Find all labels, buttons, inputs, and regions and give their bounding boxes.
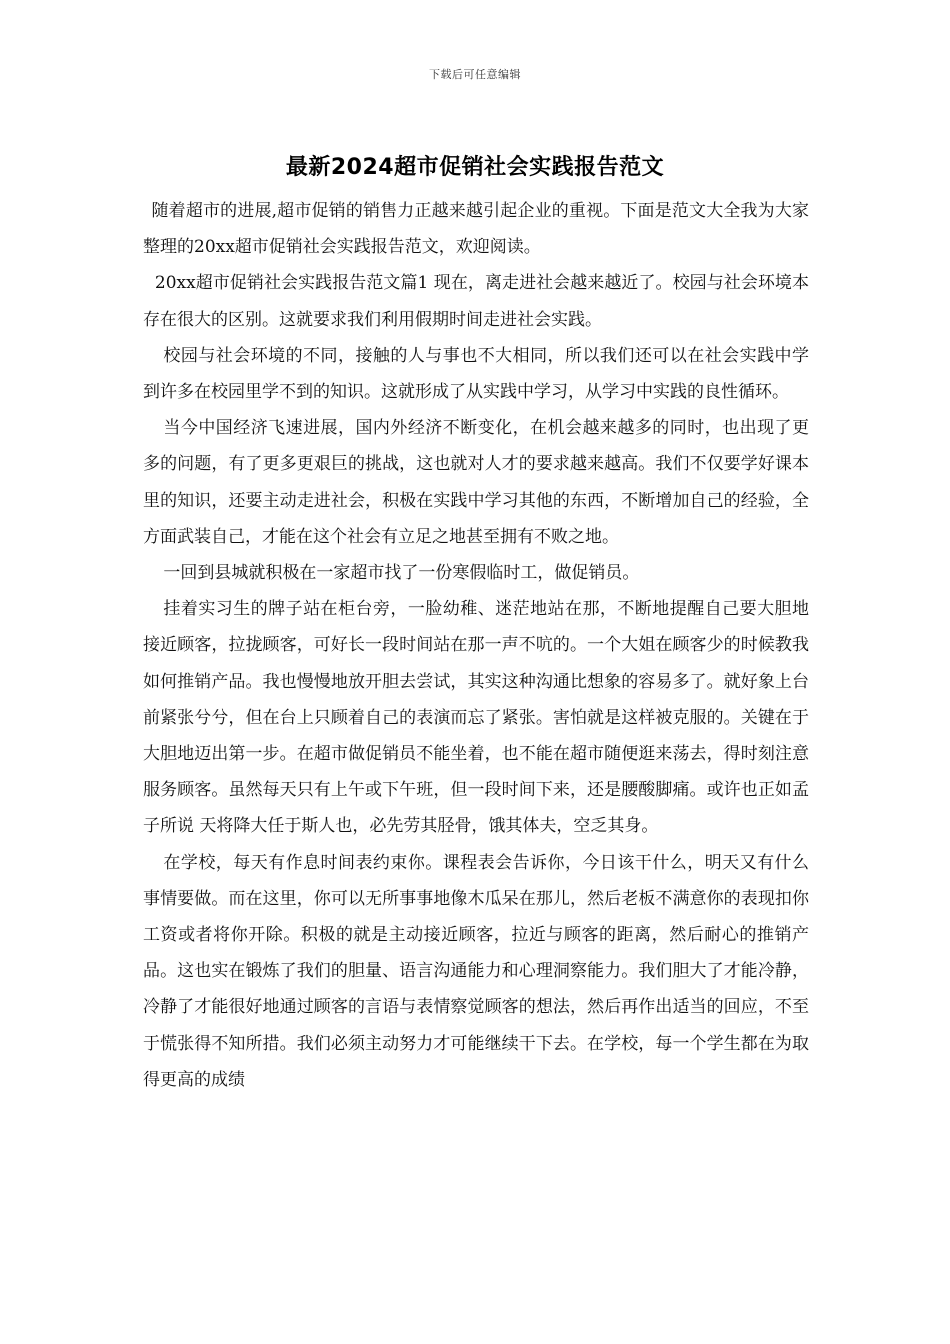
header-note: 下载后可任意编辑 bbox=[429, 68, 521, 81]
paragraph: 一回到县城就积极在一家超市找了一份寒假临时工，做促销员。 bbox=[163, 563, 640, 584]
paragraph: 20xx超市促销社会实践报告范文篇1 现在，离走进社会越来越近了。校园与社会环境本存在很大的区别。这就要求我们利用假期时间走进社会实践。 bbox=[143, 273, 809, 330]
paragraph: 校园与社会环境的不同，接触的人与事也不大相同，所以我们还可以在社会实践中学到许多在校园里学不到的知识。这就形成了从实践中学习，从学习中实践的良性循环。 bbox=[143, 345, 809, 403]
paragraph: 随着超市的进展,超市促销的销售力正越来越引起企业的重视。下面是范文大全我为大家整理的20xx超市促销社会实践报告范文，欢迎阅读。 bbox=[143, 201, 809, 258]
paragraph: 挂着实习生的牌子站在柜台旁，一脸幼稚、迷茫地站在那，不断地提醒自己要大胆地接近顾客，拉拢顾客，可好长一段时间站在那一声不吭的。一个大姐在顾客少的时候教我如何推销产品。我也慢慢地放开胆去尝试，其实这种沟通比想象的容易多了。就好象上台前紧张兮兮，但在台上只顾着自己的表演而忘了紧张。害怕就是这样被克服的。关键在于大胆地迈出第一步。在超市做促销员不能坐着，也不能在超市随便逛来荡去，得时刻注意服务顾客。虽然每天只有上午或下午班，但一段时间下来，还是腰酸脚痛。或许也正如孟子所说 天将降大任于斯人也，必先劳其胫骨，饿其体夫，空乏其身。 bbox=[143, 599, 809, 837]
paragraph: 当今中国经济飞速进展，国内外经济不断变化，在机会越来越多的同时，也出现了更多的问题，有了更多更艰巨的挑战，这也就对人才的要求越来越高。我们不仅要学好课本里的知识，还要主动走进社会，积极在实践中学习其他的东西，不断增加自己的经验，全方面武装自己，才能在这个社会有立足之地甚至拥有不败之地。 bbox=[143, 418, 809, 547]
paragraph: 在学校，每天有作息时间表约束你。课程表会告诉你，今日该干什么，明天又有什么事情要做。而在这里，你可以无所事事地像木瓜呆在那儿，然后老板不满意你的表现扣你工资或者将你开除。积极的就是主动接近顾客，拉近与顾客的距离，然后耐心的推销产品。这也实在锻炼了我们的胆量、语言沟通能力和心理洞察能力。我们胆大了才能冷静，冷静了才能很好地通过顾客的言语与表情察觉顾客的想法，然后再作出适当的回应，不至于慌张得不知所措。我们必须主动努力才可能继续干下去。在学校，每一个学生都在为取得更高的成绩 bbox=[143, 852, 809, 1090]
document-body bbox=[143, 193, 809, 1098]
document-title: 最新2024超市促销社会实践报告范文 bbox=[285, 155, 665, 180]
